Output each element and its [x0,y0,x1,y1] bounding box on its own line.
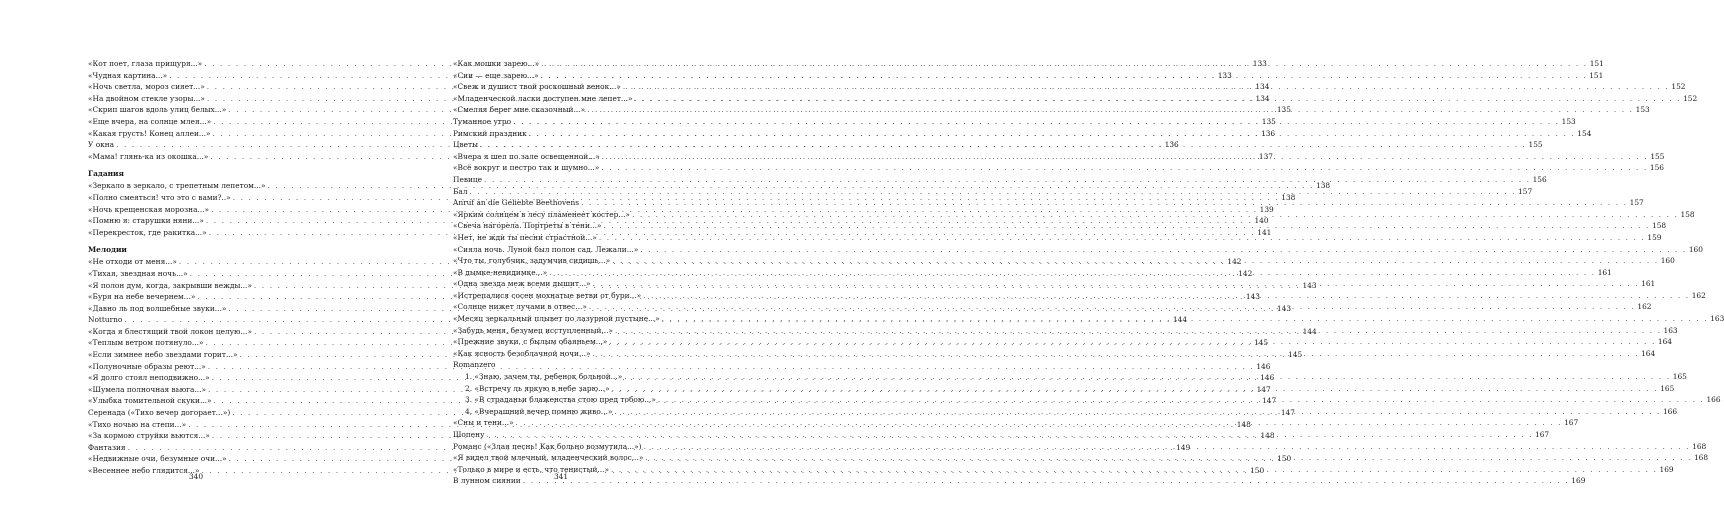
toc-entry-page: 161 [1641,279,1656,289]
toc-entry-title: «Перекресток, где ракитка...» [88,227,207,237]
toc-entry-title: «Скрип шагов вдоль улиц белых...» [88,105,227,115]
toc-entry-title: «Сны и тени...» [453,418,514,428]
toc-entry-page: 152 [1671,82,1686,92]
dot-leader [521,475,1572,487]
toc-entry-page: 151 [1589,70,1604,80]
dot-leader [621,81,1672,93]
dot-leader [468,186,1519,198]
toc-entry-title: «Полно смеяться! что это с вами?..» [88,192,231,202]
dot-leader [539,70,1590,82]
toc-entry-page: 157 [1518,186,1533,196]
toc-entry-page: 151 [1589,59,1604,68]
toc-entry-page: 153 [1561,116,1576,126]
toc-entry [453,359,665,371]
toc-entry-title: «Истрепалися сосен мохнатые ветви от бури...» [453,290,642,300]
toc-entry-title: «Ярким солнцем в лесу пламенеет костер...» [453,209,630,219]
toc-entry-title: «Младенческой ласки доступен мне лепет...» [453,93,633,103]
dot-leader [612,406,1663,418]
toc-entry-title: «Не отходи от меня...» [88,257,177,267]
toc-entry-title: Anruf an die Geliebte Beethovens [453,198,580,208]
toc-entry-title: Notturno [88,315,123,325]
toc-entry-page: 167 [1535,430,1550,439]
toc-entry-page: 139 [1259,204,1274,214]
dot-leader [630,209,1681,221]
dot-leader [633,93,1684,105]
toc-entry-title: «Нет, не жди ты песни страстной...» [453,232,597,242]
section-heading: Мелодии [88,245,127,255]
toc-entry-title: «Шумела полночная вьюга...» [88,384,207,394]
toc-entry-title: Romanzero [453,360,496,370]
right-page-number: 341 [553,472,569,481]
toc-entry-page: 148 [1260,431,1275,441]
dot-leader [484,429,1535,441]
toc-entry-page: 146 [1260,373,1275,383]
toc-entry-title: «Прежние звуки, с былым обаяньем...» [453,337,608,347]
toc-entry-title: «Я полон дум, когда, закрывши вежды...» [88,280,252,290]
dot-leader [591,348,1642,360]
toc-entry-title: «Что ты, голубчик, задумчив сидишь...» [453,256,611,266]
toc-entry-title: «Я видел твой млечный, младенческий волос...» [453,453,644,463]
dot-leader [527,128,1578,140]
toc-entry-page: 159 [1647,232,1662,242]
toc-entry-page: 144 [1172,315,1188,325]
dot-leader [638,244,1689,256]
toc-entry-title: «Одна звезда меж всеми дышит...» [453,279,591,289]
left-page-number: 340 [188,472,204,481]
toc-entry-page: 135 [1276,105,1291,115]
toc-entry-page: 140 [1254,216,1269,226]
toc-entry-page: 162 [1637,302,1652,312]
toc-entry-title: Цветы [453,140,478,150]
toc-entry-page: 144 [1302,326,1317,336]
toc-entry-title: Римский праздник [453,128,527,138]
toc-entry-title: Туманное утро [453,116,512,126]
toc-entry-title: «На двойном стекле узоры...» [88,93,205,103]
toc-entry-page: 145 [1288,350,1303,360]
dot-leader [597,232,1648,244]
toc-entry-page: 157 [1629,198,1644,208]
dot-leader [478,139,1529,151]
toc-entry-title: Бал [453,186,468,196]
toc-entry-page: 136 [1164,140,1179,150]
toc-entry-title: «Если зимнее небо звездами горит...» [88,350,238,360]
toc-entry-title: «В дымке-невидимке...» [453,267,548,277]
toc-entry-page: 135 [1261,116,1276,126]
toc-entry-title: «Только в мире и есть, что тенистый...» [453,464,609,474]
toc-entry-title: «Полуночные образы реют...» [88,361,206,371]
toc-entry-title: В лунном сиянии [453,476,521,486]
toc-entry-title: «Зеркало в зеркало, с трепетным лепетом...» [88,181,266,191]
toc-entry-title: 3. «В страданьи блаженства стою пред тобою...» [465,395,656,405]
dot-leader [600,151,1651,163]
dot-leader [656,394,1707,406]
toc-entry-title: Шопену [453,430,485,439]
toc-entry-title: «Тихая, звездная ночь...» [88,268,188,278]
toc-entry-page: 133 [1217,70,1232,80]
dot-leader [642,441,1693,453]
toc-entry-title: «Как мошки зарею...» [453,59,540,68]
toc-entry-page: 152 [1683,93,1698,103]
toc-entry-page: 147 [1280,408,1295,418]
toc-entry-page: 143 [1302,280,1317,290]
dot-leader [591,278,1642,290]
toc-entry-title: «Смеляя берег мне сказочный...» [453,105,586,115]
dot-leader [641,290,1692,302]
toc-entry-title: «Тихо ночью на степи...» [88,419,187,429]
dot-leader [610,255,1661,267]
toc-entry-page: 138 [1281,192,1296,202]
toc-entry-page: 155 [1528,140,1543,150]
toc-entry-title: «Сии — еще зарею...» [453,70,539,80]
toc-entry-title: «Буря на небе вечернем...» [88,292,196,302]
toc-entry-title: «Чудная картина...» [88,70,168,80]
toc-entry-page: 169 [1571,476,1586,486]
toc-entry-page: 164 [1641,348,1656,358]
dot-leader [511,116,1562,128]
toc-entry [453,162,1665,174]
toc-entry-page: 143 [1276,303,1292,313]
toc-entry-title: Фантазия [88,442,126,452]
dot-leader [482,174,1533,186]
dot-leader [660,313,1711,325]
toc-entry-title: «Мама! глянь-ка из окошка...» [88,151,209,161]
toc-entry-title: «Как ясность безоблачной ночи...» [453,348,591,358]
toc-entry-title: «Ночь светла, мороз сияет...» [88,82,205,92]
toc-entry-page: 167 [1564,418,1579,428]
toc-entry-page: 160 [1660,256,1675,266]
toc-entry-page: 141 [1257,227,1272,237]
toc-entry-title: «Ночь крещенская морозна...» [88,204,210,214]
toc-entry-title: 1. «Знаю, зачем ты, ребенок больной...» [465,372,623,382]
toc-entry-title: «Вчера я шел по зале освещенной...» [453,151,600,161]
toc-entry-page: 136 [1261,128,1276,138]
toc-entry-title: «Когда я блестящий твой локон целую...» [88,326,252,336]
dot-leader [599,162,1650,174]
toc-entry-title: «Всё вокруг и пестро так и шумно...» [453,163,600,173]
dot-leader [585,104,1636,116]
toc-entry-page: 143 [1245,292,1261,302]
toc-entry-page: 166 [1706,395,1721,405]
toc-entry-page: 158 [1652,221,1667,231]
toc-entry-page: 146 [1256,361,1271,371]
toc-entry-page: 134 [1255,93,1270,103]
toc-entry-page: 154 [1577,128,1592,138]
dot-leader [601,220,1652,232]
toc-entry-title: «Свеж и душист твой роскошный венок...» [453,82,621,92]
toc-entry-title: «Свеча нагорела. Портреты в тени...» [453,221,602,231]
toc-entry-title: «Месяц зеркальный плывет по лазурной пустыне...» [453,314,660,324]
dot-leader [613,325,1664,337]
toc-entry-page: 163 [1663,325,1678,335]
toc-entry-page: 147 [1262,396,1277,406]
toc-entry-title: Романс («Злая песнь! Как больно возмутила...») [453,441,642,451]
toc-entry-title: У окна [88,140,115,150]
toc-entry-title: «Еще вчера, на солнце млея...» [88,116,212,126]
section-heading: Гадания [88,169,124,179]
toc-entry-title: «Недвижные очи, безумные очи...» [88,454,227,464]
dot-leader [610,383,1661,395]
dot-leader [609,464,1660,476]
toc-entry-page: 163 [1710,314,1724,324]
toc-entry-page: 166 [1662,406,1678,416]
toc-entry-title: «Кот поет, глаза прищуря...» [88,59,203,68]
toc-entry-page: 133 [1252,59,1267,68]
toc-entry-page: 155 [1650,151,1665,161]
toc-entry-page: 142 [1238,268,1253,278]
toc-entry-page: 156 [1649,163,1665,173]
toc-entry-title: «За кормою струйки вьются...» [88,431,210,441]
toc-entry-page: 160 [1688,244,1703,254]
toc-entry-page: 164 [1657,337,1673,347]
toc-entry-page: 169 [1659,464,1674,474]
toc-entry-page: 162 [1691,290,1706,300]
dot-leader [607,336,1658,348]
dot-leader [622,371,1673,383]
dot-leader [579,197,1630,209]
toc-entry-page: 137 [1258,151,1273,161]
toc-entry-page: 138 [1316,181,1331,191]
toc-entry-page: 145 [1254,338,1269,348]
toc-entry-page: 168 [1692,441,1707,451]
toc-entry-title: «Давно ль под волшебные звуки...» [88,303,227,313]
toc-entry-page: 150 [1277,454,1292,464]
toc-entry-page: 142 [1227,257,1242,267]
dot-leader [643,452,1694,464]
toc-entry-title: 4. «Вчерашний вечер помню живо...» [465,406,613,416]
toc-entry-page: 153 [1635,105,1650,115]
toc-entry-page: 156 [1532,174,1547,184]
toc-entry-page: 158 [1680,209,1695,219]
toc-entry-title: «Помню я: старушки няни...» [88,216,204,226]
dot-leader [547,267,1598,279]
toc-entry-title: «Забудь меня, безумец исступленный...» [453,325,613,335]
toc-entry-title: «Какая грусть! Конец аллеи...» [88,128,211,138]
toc-entry-page: 149 [1176,442,1191,452]
toc-entry-title: «Улыбка томительной скуки...» [88,396,212,406]
dot-leader [539,58,1590,70]
toc-entry-title: «Я долго стоял неподвижно...» [88,373,210,383]
toc-entry-title: Певице [453,174,483,184]
toc-entry-page: 168 [1693,453,1709,463]
dot-leader [587,301,1638,313]
toc-entry-page: 148 [1236,419,1251,429]
toc-entry-title: «Теплым ветром потянуло...» [88,338,204,348]
toc-entry-page: 161 [1597,267,1612,277]
toc-entry-title: 2. «Встречу ль яркую в небе зарю...» [465,383,610,393]
toc-entry-page: 134 [1255,82,1270,92]
toc-entry-title: «Солнце нижет лучами в отвес...» [453,302,587,312]
toc-entry-page: 165 [1672,372,1687,382]
toc-entry-title: «Сияла ночь. Луной был полон сад. Лежали...» [453,244,639,254]
toc-entry-page: 147 [1256,384,1271,394]
toc-entry-title: Серенада («Тихо вечер догорает...») [88,408,231,418]
toc-entry-title: «Весеннее небо глядится...» [88,466,200,475]
toc-entry-page: 165 [1660,383,1675,393]
toc-entry [453,244,1703,256]
toc-entry-page: 150 [1250,466,1265,475]
dot-leader [514,417,1565,429]
